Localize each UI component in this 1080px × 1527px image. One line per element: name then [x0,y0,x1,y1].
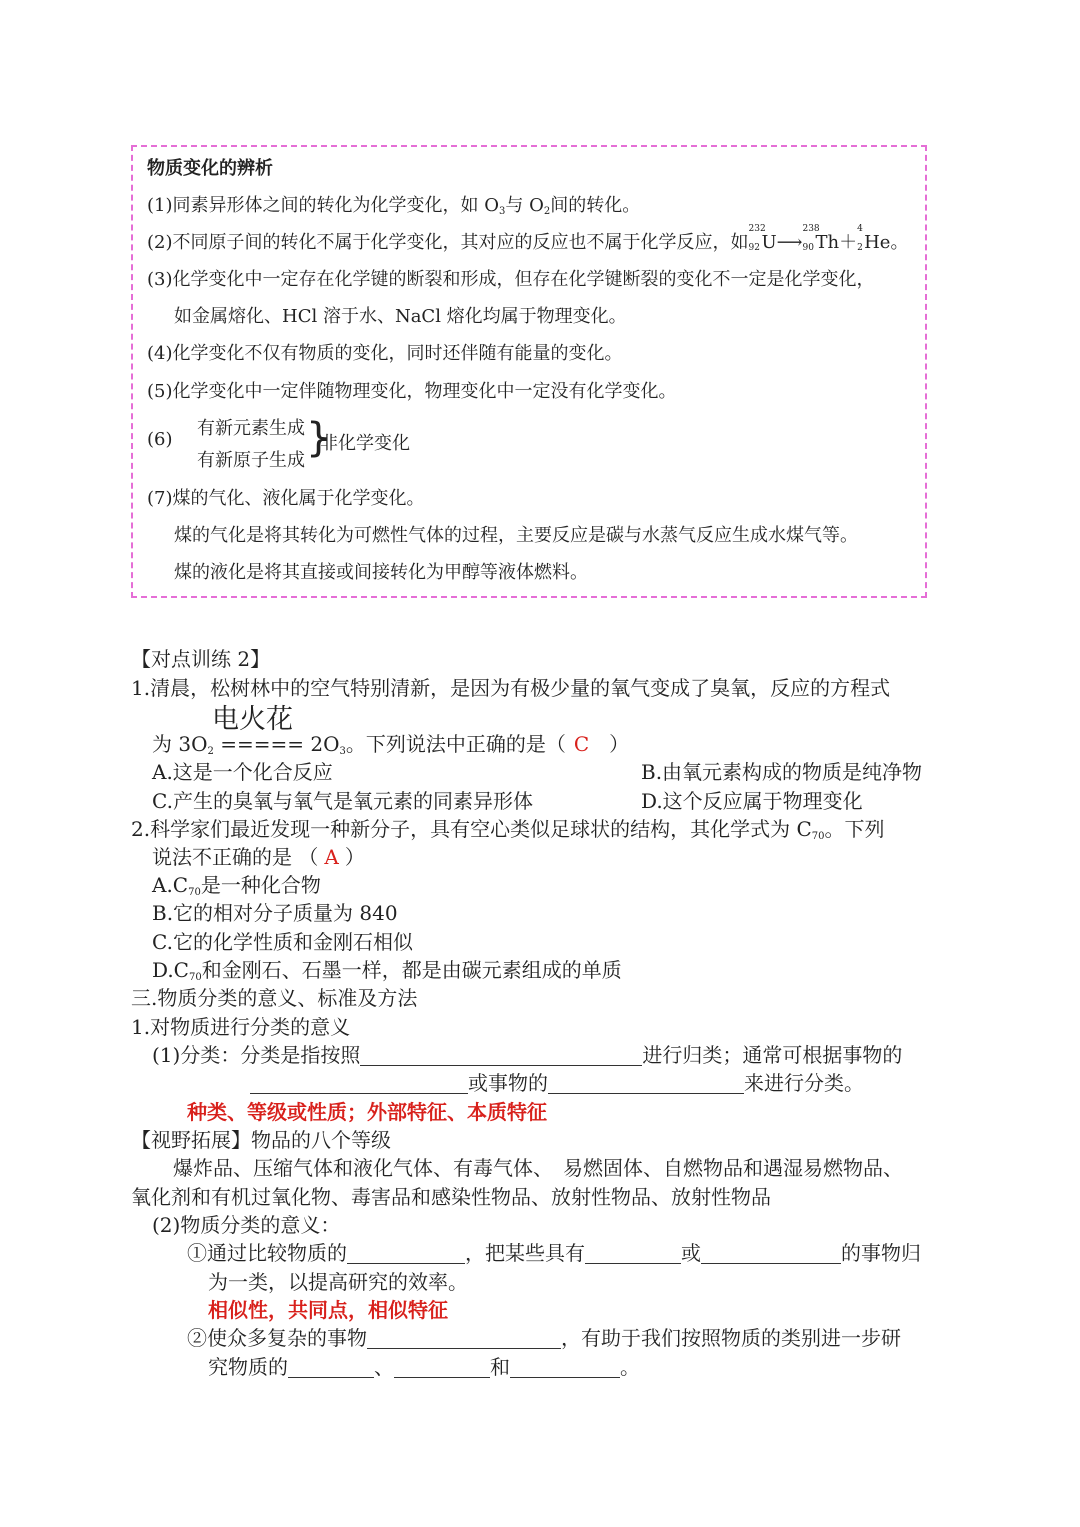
ext-title: 【视野拓展】物品的八个等级 [131,1128,391,1152]
ext-line2: 氧化剂和有机过氧化物、毒害品和感染性物品、放射性物品、放射性物品 [131,1185,771,1209]
blank-2 [250,1073,468,1094]
blank-6 [701,1243,841,1264]
c2-line2: 究物质的 、 和 。 [208,1355,640,1379]
section3-sub1: 1.对物质进行分类的意义 [131,1015,351,1039]
q2-option-c: C.它的化学性质和金刚石相似 [152,930,413,954]
q1-option-b: B.由氧元素构成的物质是纯净物 [641,760,923,784]
p2-title: (2)物质分类的意义： [152,1213,341,1237]
box-item-5: (5)化学变化中一定伴随物理变化，物理变化中一定没有化学变化。 [147,381,677,402]
box-item-7a: 煤的气化是将其转化为可燃性气体的过程，主要反应是碳与水蒸气反应生成水煤气等。 [174,525,858,546]
q1-option-a: A.这是一个化合反应 [152,760,333,784]
q1-option-c: C.产生的臭氧与氧气是氧元素的同素异形体 [152,789,533,813]
q1-line1: 1.清晨，松树林中的空气特别清新，是因为有极少量的氧气变成了臭氧，反应的方程式 [131,676,891,700]
q2-option-b: B.它的相对分子质量为 840 [152,901,398,925]
q2-option-d: $D.C_{70}$和金刚石、石墨一样，都是由碳元素组成的单质 [152,958,622,983]
ext-line1: 爆炸品、压缩气体和液化气体、有毒气体、 易燃固体、自燃物品和遇湿易燃物品、 [173,1156,903,1180]
answer-1: 种类、等级或性质；外部特征、本质特征 [187,1100,547,1124]
p1-line2: 或事物的 来进行分类。 [250,1067,864,1096]
box-item-3b: 如金属熔化、HCl 溶于水、NaCl 熔化均属于物理变化。 [174,306,627,327]
blank-7 [367,1328,561,1349]
box-item-6-b: 有新原子生成 [197,450,305,471]
drill-title: 【对点训练 2】 [131,647,271,671]
box-item-6-a: 有新元素生成 [197,418,305,439]
p1-line1: (1)分类：分类是指按照 进行归类；通常可根据事物的 [152,1043,903,1067]
q1-option-d: D.这个反应属于物理变化 [641,789,863,813]
q2-option-a: $A.C_{70}$是一种化合物 [152,873,321,898]
section3-title: 三.物质分类的意义、标准及方法 [131,986,418,1010]
brace-icon: } [306,415,332,461]
blank-8 [288,1357,374,1378]
blank-4 [347,1243,465,1264]
box-item-6-num: (6) [147,429,173,450]
q1-answer: C [573,732,590,756]
blank-5 [585,1243,681,1264]
nuclide-he: 4 2 He [857,224,891,253]
box-item-1: (1)同素异形体之间的转化为化学变化，如 $O_3$与 $O_2$间的转化。 [147,195,641,217]
arrow-icon: ⟶ [776,232,803,253]
blank-1 [360,1045,642,1066]
q2-answer: A [324,845,339,869]
nuclide-th: 238 90 Th [802,224,840,253]
c1-line2: 为一类，以提高研究的效率。 [208,1270,468,1294]
blank-9 [394,1357,490,1378]
box-title: 物质变化的辨析 [147,158,273,179]
box-item-6-c: 非化学变化 [320,433,410,454]
q1-line2: 为 $3O_2$ ===== $2O_3$。下列说法中正确的是（ C ） [152,732,630,757]
q2-line2: 说法不正确的是 （ A ） [152,845,365,869]
box-item-7: (7)煤的气化、液化属于化学变化。 [147,488,425,509]
nuclide-u: 232 92 U [748,224,777,253]
c2-line1: ②使众多复杂的事物 ，有助于我们按照物质的类别进一步研 [187,1326,901,1350]
answer-2: 相似性，共同点，相似特征 [208,1298,448,1322]
c1-line1: ①通过比较物质的 ，把某些具有 或 的事物归 [187,1241,921,1265]
blank-10 [510,1357,620,1378]
box-item-4: (4)化学变化不仅有物质的变化，同时还伴随有能量的变化。 [147,343,623,364]
q1-condition: 电火花 [212,704,293,735]
q2-line1: 2.科学家们最近发现一种新分子，具有空心类似足球状的结构，其化学式为 $C_{70}$。下列 [131,817,885,842]
blank-3 [548,1073,744,1094]
box-item-3a: (3)化学变化中一定存在化学键的断裂和形成，但存在化学键断裂的变化不一定是化学变化， [147,269,875,290]
box-item-7b: 煤的液化是将其直接或间接转化为甲醇等液体燃料。 [174,562,588,583]
box-item-2: (2)不同原子间的转化不属于化学变化，其对应的反应也不属于化学反应，如 232 92 U⟶ 238 90 Th＋ 4 2 He。 [147,224,909,253]
